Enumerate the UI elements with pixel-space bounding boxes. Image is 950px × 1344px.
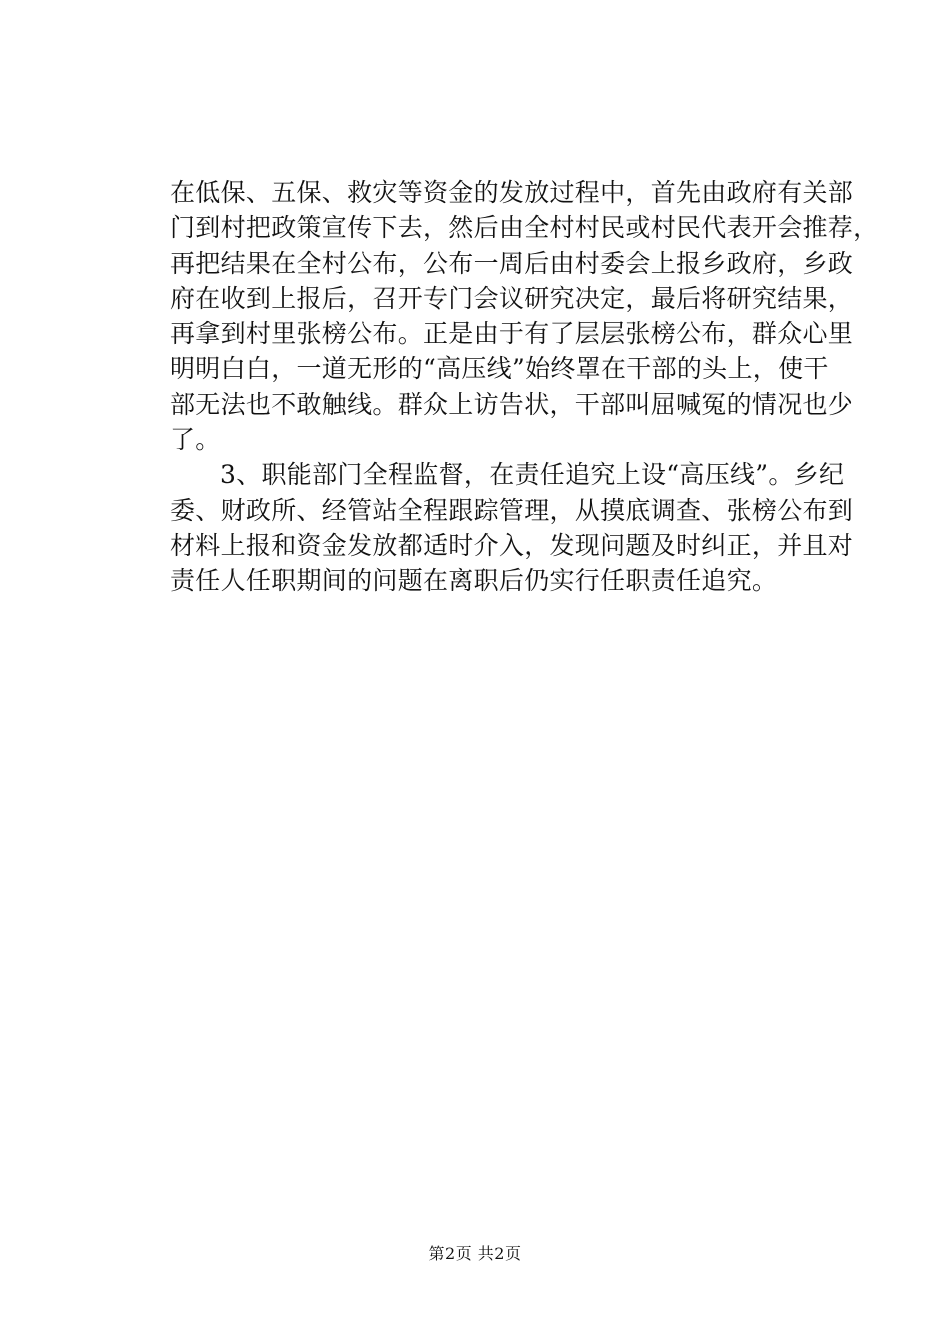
text-line: 再把结果在全村公布，公布一周后由村委会上报乡政府，乡政	[170, 248, 854, 278]
text-line: 委、财政所、经管站全程跟踪管理，从摸底调查、张榜公布到	[170, 495, 854, 525]
text-line: 门到村把政策宣传下去，然后由全村村民或村民代表开会推荐，	[170, 213, 879, 243]
text-line: 了。	[170, 425, 221, 455]
text-line: 再拿到村里张榜公布。正是由于有了层层张榜公布，群众心里	[170, 319, 854, 349]
text-line: 在低保、五保、救灾等资金的发放过程中，首先由政府有关部	[170, 178, 854, 207]
text-line: 材料上报和资金发放都适时介入，发现问题及时纠正，并且对	[170, 530, 854, 560]
text-line: 明明白白，一道无形的“高压线”始终罩在干部的头上，使干	[170, 354, 829, 384]
text-line: 府在收到上报后，召开专门会议研究决定，最后将研究结果，	[170, 283, 854, 313]
paragraph-start-line: 3、职能部门全程监督，在责任追究上设“高压线”。乡纪	[220, 460, 845, 490]
page-footer: 第2页 共2页	[428, 1244, 522, 1263]
text-line: 责任人任职期间的问题在离职后仍实行任职责任追究。	[170, 566, 778, 596]
text-line: 部无法也不敢触线。群众上访告状，干部叫屈喊冤的情况也少	[170, 389, 854, 419]
body-text	[170, 175, 879, 599]
